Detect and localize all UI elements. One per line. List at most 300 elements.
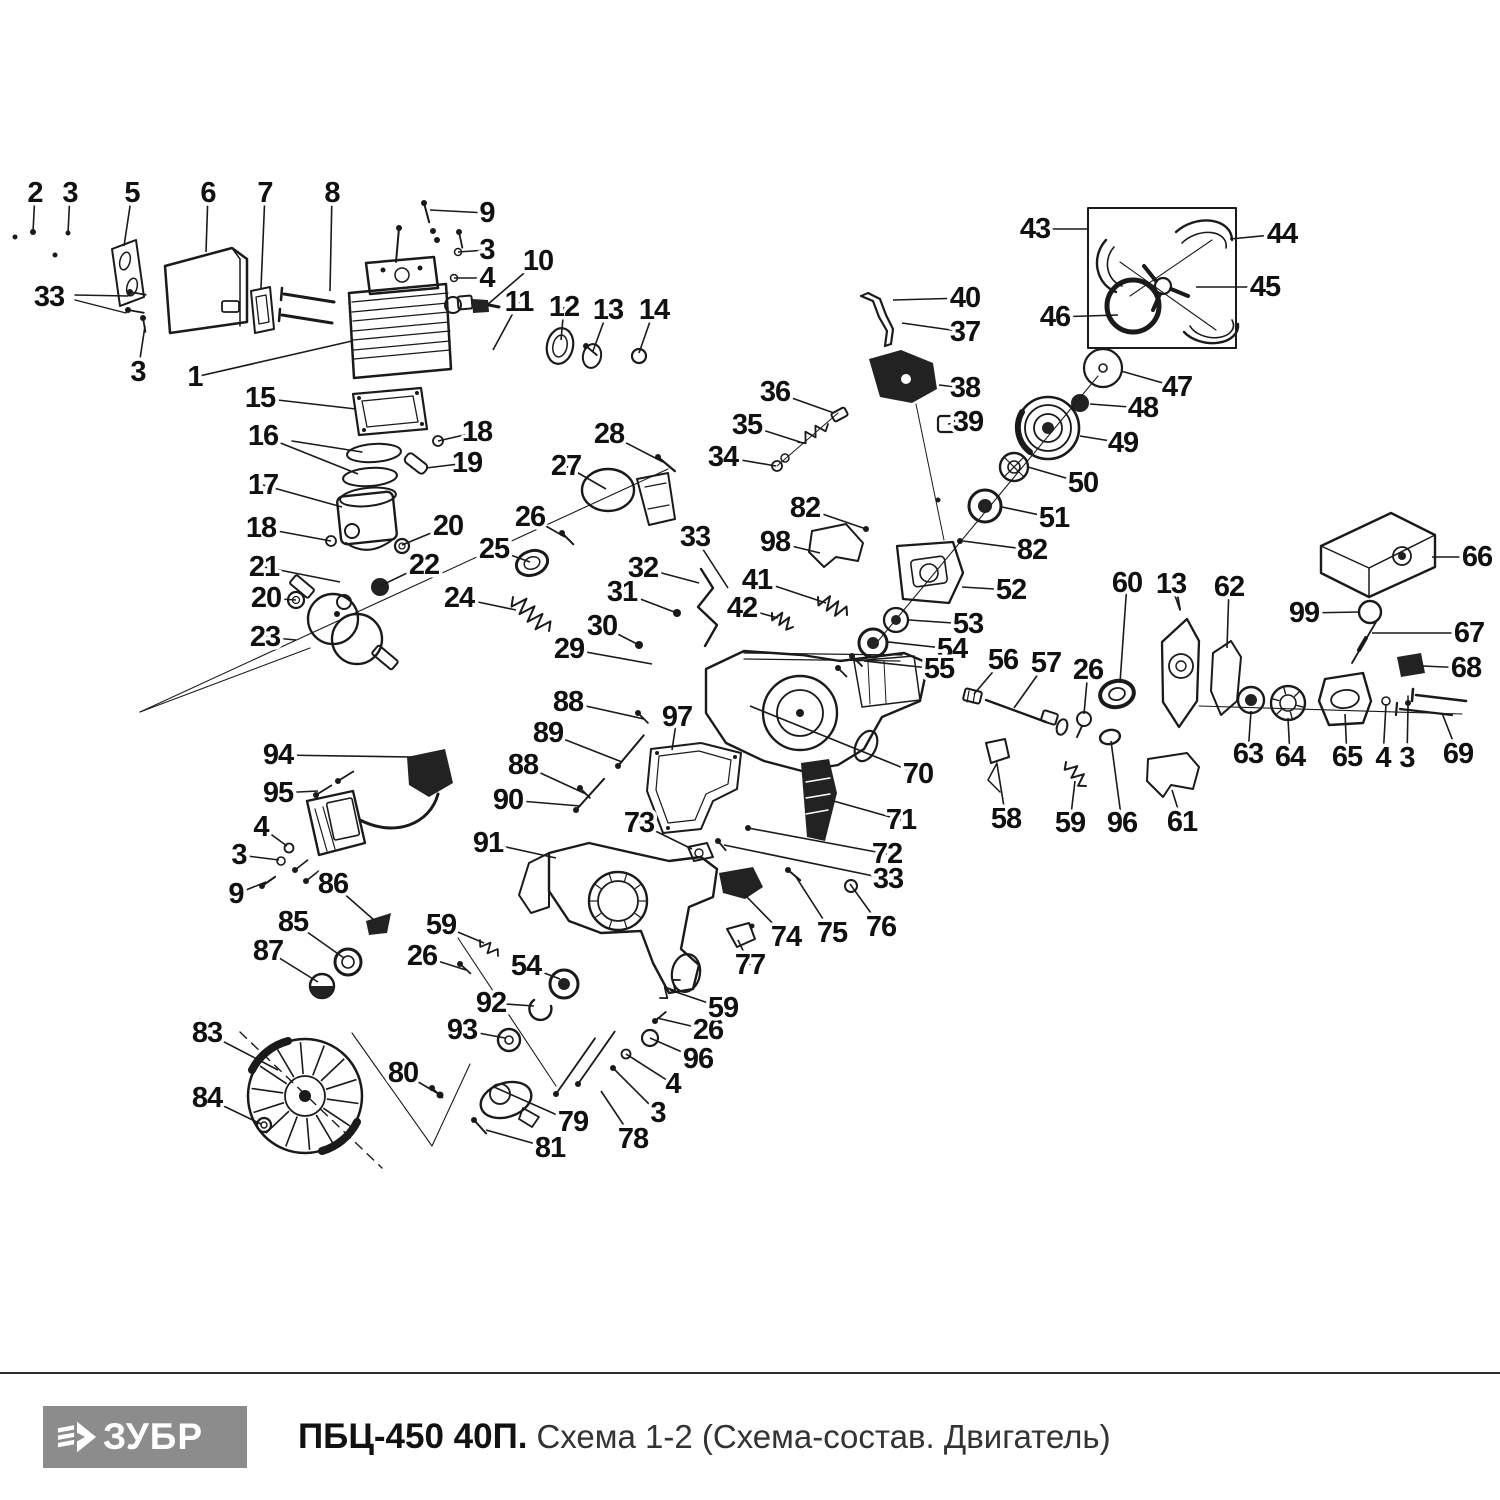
part-number-label: 56 <box>987 644 1019 676</box>
part-shape <box>352 293 448 302</box>
part-shape <box>1120 262 1216 330</box>
part-shape <box>595 913 601 917</box>
part-shape <box>1273 699 1280 701</box>
part-number-label: 2 <box>27 177 43 209</box>
part-shape <box>1099 364 1107 372</box>
part-number-label: 51 <box>1038 502 1070 534</box>
part-shape <box>553 1091 559 1097</box>
part-number-label: 4 <box>1375 742 1391 774</box>
part-shape <box>901 374 911 384</box>
part-shape <box>831 407 848 422</box>
part-number-label: 91 <box>472 827 504 859</box>
part-shape <box>310 986 334 998</box>
part-number-label: 72 <box>871 838 903 870</box>
part-shape <box>456 229 462 235</box>
part-number-label: 4 <box>253 811 269 843</box>
footer-bar <box>0 1372 1500 1500</box>
part-number-label: 17 <box>247 469 279 501</box>
part-shape <box>260 1066 287 1084</box>
part-shape <box>316 1115 332 1143</box>
part-number-label: 64 <box>1274 741 1306 773</box>
part-shape <box>335 949 361 975</box>
part-shape <box>489 305 499 307</box>
part-shape <box>781 454 789 462</box>
part-shape <box>360 794 438 828</box>
part-shape <box>1321 546 1369 568</box>
part-shape <box>75 300 126 313</box>
part-shape <box>353 312 449 321</box>
part-shape <box>278 1050 294 1078</box>
part-number-label: 63 <box>1232 738 1264 770</box>
part-shape <box>719 867 763 899</box>
part-number-label: 26 <box>1072 654 1104 686</box>
part-shape <box>575 1081 581 1087</box>
part-number-label: 59 <box>425 909 457 941</box>
part-shape <box>140 648 310 712</box>
part-number-label: 62 <box>1213 571 1245 603</box>
part-number-label: 79 <box>557 1106 589 1138</box>
part-shape <box>251 287 274 333</box>
part-shape <box>1199 706 1462 714</box>
part-number-label: 16 <box>247 420 279 452</box>
part-shape <box>1369 535 1435 568</box>
part-number-label: 3 <box>650 1097 666 1129</box>
part-number-label: 97 <box>661 701 693 733</box>
part-number-label: 33 <box>872 863 904 895</box>
part-shape <box>656 751 731 823</box>
part-shape <box>277 857 285 865</box>
part-number-label: 21 <box>248 551 280 583</box>
part-shape <box>75 295 128 296</box>
part-shape <box>1171 289 1188 296</box>
part-shape <box>1397 653 1425 677</box>
part-shape <box>256 295 269 324</box>
part-number-label: 92 <box>475 987 507 1019</box>
part-shape <box>624 921 626 928</box>
part-shape <box>1398 552 1406 560</box>
part-number-label: 25 <box>478 533 510 565</box>
part-number-label: 49 <box>1107 427 1139 459</box>
footer-divider <box>0 1372 1500 1374</box>
part-shape <box>1162 619 1199 727</box>
part-shape <box>595 885 601 889</box>
part-shape <box>1176 661 1186 671</box>
part-number-label: 76 <box>865 911 897 943</box>
part-number-label: 87 <box>252 935 284 967</box>
part-shape <box>353 331 450 340</box>
part-shape <box>1290 712 1292 719</box>
part-number-label: 18 <box>461 416 493 448</box>
part-shape <box>624 874 626 881</box>
part-shape <box>576 779 604 810</box>
part-shape <box>354 341 450 350</box>
part-shape <box>818 596 847 616</box>
part-shape <box>396 228 399 262</box>
part-shape <box>424 203 429 222</box>
part-number-label: 93 <box>446 1014 478 1046</box>
part-shape <box>326 1080 356 1090</box>
part-number-label: 34 <box>707 441 739 473</box>
part-number-label: 45 <box>1249 271 1281 303</box>
part-number-label: 77 <box>734 949 766 981</box>
part-shape <box>609 874 611 881</box>
part-number-label: 74 <box>770 921 802 953</box>
part-number-label: 58 <box>990 803 1022 835</box>
part-number-label: 52 <box>995 574 1027 606</box>
part-shape <box>645 483 666 487</box>
part-number-label: 29 <box>553 633 585 665</box>
part-shape <box>222 301 239 312</box>
part-shape <box>282 315 332 323</box>
part-shape <box>1359 638 1366 650</box>
part-shape <box>522 555 541 572</box>
part-shape <box>750 924 755 929</box>
part-number-label: 59 <box>707 992 739 1024</box>
part-shape <box>963 688 982 704</box>
part-number-label: 78 <box>617 1123 649 1155</box>
part-shape <box>635 913 641 917</box>
part-number-label: 3 <box>1399 742 1415 774</box>
part-number-label: 3 <box>130 356 146 388</box>
part-number-label: 85 <box>277 906 309 938</box>
part-shape <box>371 578 389 596</box>
part-shape <box>395 268 409 282</box>
part-number-label: 65 <box>1331 741 1363 773</box>
part-number-label: 35 <box>731 409 763 441</box>
part-shape <box>1382 697 1390 705</box>
part-shape <box>279 309 280 321</box>
part-number-label: 50 <box>1067 467 1099 499</box>
model-name: ПБЦ-450 40П. <box>298 1417 528 1456</box>
part-shape <box>798 424 828 443</box>
part-shape <box>578 1032 615 1084</box>
part-shape <box>986 700 1046 722</box>
part-shape <box>916 404 944 540</box>
part-shape <box>519 853 549 913</box>
part-number-label: 19 <box>451 447 483 479</box>
part-shape <box>809 524 863 567</box>
zubr-logo-text: ЗУБР <box>103 1416 204 1457</box>
part-shape <box>512 597 551 631</box>
part-shape <box>573 807 579 813</box>
part-shape <box>458 938 556 1086</box>
part-number-label: 30 <box>586 610 618 642</box>
part-shape <box>1107 280 1159 332</box>
part-shape <box>777 413 838 466</box>
part-number-label: 4 <box>665 1068 681 1100</box>
part-shape <box>558 978 570 990</box>
part-shape <box>1077 726 1082 737</box>
part-shape <box>252 1088 284 1092</box>
part-number-label: 27 <box>550 450 582 482</box>
part-shape <box>891 615 901 625</box>
part-shape <box>372 645 399 670</box>
part-shape <box>289 575 314 599</box>
part-number-label: 43 <box>1019 213 1051 245</box>
part-shape <box>53 253 58 258</box>
part-shape <box>261 1122 267 1128</box>
part-number-label: 32 <box>627 552 659 584</box>
part-shape <box>1211 641 1241 715</box>
part-number-label: 84 <box>191 1082 223 1114</box>
part-shape <box>457 961 463 967</box>
part-shape <box>529 1000 551 1020</box>
part-shape <box>313 1046 324 1076</box>
part-shape <box>1297 705 1304 707</box>
part-shape <box>395 539 409 553</box>
part-shape <box>655 751 659 755</box>
part-number-label: 3 <box>231 839 247 871</box>
part-number-label: 82 <box>789 492 821 524</box>
part-shape <box>381 268 386 273</box>
part-number-label: 42 <box>726 592 758 624</box>
part-number-label: 38 <box>949 372 981 404</box>
part-shape <box>346 442 401 464</box>
part-shape <box>1098 678 1137 711</box>
part-number-label: 6 <box>200 177 216 209</box>
part-shape <box>357 396 361 400</box>
diagram-title <box>298 1402 1398 1472</box>
part-shape <box>362 396 418 427</box>
part-number-label: 88 <box>552 686 584 718</box>
part-shape <box>648 505 669 509</box>
part-shape <box>1396 703 1397 715</box>
part-shape <box>140 315 146 321</box>
part-shape <box>353 322 449 331</box>
part-number-label: 26 <box>692 1014 724 1046</box>
part-number-label: 94 <box>262 739 294 771</box>
part-shape <box>658 457 675 471</box>
part-shape <box>647 743 741 833</box>
part-shape <box>1277 709 1282 714</box>
part-shape <box>303 878 309 884</box>
part-number-label: 12 <box>548 291 580 323</box>
part-number-label: 59 <box>1054 807 1086 839</box>
part-number-label: 3 <box>479 234 495 266</box>
part-shape <box>327 1099 359 1103</box>
part-number-label: 96 <box>1106 807 1138 839</box>
part-number-label: 31 <box>606 576 638 608</box>
part-number-label: 10 <box>522 245 554 277</box>
part-number-label: 54 <box>936 633 968 665</box>
part-number-label: 96 <box>682 1043 714 1075</box>
part-shape <box>505 1036 513 1044</box>
part-number-label: 66 <box>1461 541 1493 573</box>
part-shape <box>1042 422 1054 434</box>
part-number-label: 33 <box>679 521 711 553</box>
part-shape <box>1107 247 1122 286</box>
part-shape <box>284 294 334 302</box>
part-shape <box>1321 513 1435 597</box>
part-shape <box>342 466 397 488</box>
part-number-label: 26 <box>406 940 438 972</box>
leader-line <box>195 341 352 377</box>
part-number-label: 60 <box>1111 567 1143 599</box>
part-number-label: 5 <box>124 177 140 209</box>
part-shape <box>354 350 450 359</box>
part-shape <box>1144 266 1156 281</box>
part-shape <box>715 838 721 844</box>
part-number-label: 80 <box>387 1057 419 1089</box>
part-shape <box>13 235 18 240</box>
part-shape <box>1294 692 1299 697</box>
part-number-label: 22 <box>408 549 440 581</box>
part-shape <box>421 200 427 206</box>
part-shape <box>299 1090 311 1102</box>
part-shape <box>118 251 132 271</box>
part-shape <box>772 613 793 630</box>
part-shape <box>292 867 298 873</box>
part-shape <box>519 1108 539 1127</box>
part-number-label: 13 <box>1155 568 1187 600</box>
part-shape <box>936 498 941 503</box>
part-shape <box>307 1118 310 1150</box>
part-number-label: 83 <box>191 1017 223 1049</box>
part-shape <box>986 739 1009 763</box>
part-shape <box>733 755 737 759</box>
part-number-label: 81 <box>534 1132 566 1164</box>
part-shape <box>257 1118 271 1132</box>
part-number-label: 4 <box>479 262 495 294</box>
part-shape <box>796 709 804 717</box>
leader-line <box>278 755 412 757</box>
part-shape <box>615 763 621 769</box>
part-shape <box>323 1108 350 1126</box>
part-number-label: 7 <box>257 177 273 209</box>
part-shape <box>407 749 453 797</box>
part-shape <box>337 491 398 545</box>
part-number-label: 99 <box>1288 597 1320 629</box>
part-shape <box>635 885 641 889</box>
part-number-label: 55 <box>923 653 955 685</box>
part-shape <box>352 1033 470 1146</box>
part-number-label: 57 <box>1030 647 1062 679</box>
part-shape <box>430 228 436 234</box>
part-number-label: 14 <box>638 294 670 326</box>
part-shape <box>1084 349 1122 387</box>
part-number-label: 46 <box>1039 301 1071 333</box>
part-number-label: 8 <box>324 177 340 209</box>
part-shape <box>1147 753 1199 797</box>
part-shape <box>434 237 440 243</box>
schema-name: Схема 1-2 (Схема-состав. Двигатель) <box>536 1418 1111 1455</box>
part-shape <box>471 1117 477 1123</box>
part-number-label: 67 <box>1453 617 1485 649</box>
part-shape <box>345 524 359 538</box>
part-shape <box>551 334 569 358</box>
part-number-label: 86 <box>317 868 349 900</box>
part-shape <box>420 422 424 426</box>
part-shape <box>326 798 359 841</box>
part-shape <box>1359 601 1381 623</box>
part-shape <box>1099 728 1121 746</box>
part-shape <box>476 1076 536 1124</box>
part-number-label: 82 <box>1016 534 1048 566</box>
zubr-logo-icon <box>55 1417 99 1457</box>
part-shape <box>1176 220 1232 240</box>
part-shape <box>125 307 131 313</box>
part-number-label: 9 <box>479 197 495 229</box>
part-shape <box>609 921 611 928</box>
part-shape <box>352 303 448 312</box>
part-number-label: 33 <box>33 281 65 313</box>
part-number-label: 1 <box>187 361 203 393</box>
part-shape <box>652 1018 658 1024</box>
part-number-label: 44 <box>1266 218 1298 250</box>
part-number-label: 39 <box>952 406 984 438</box>
part-number-label: 75 <box>816 917 848 949</box>
part-shape <box>254 1103 284 1113</box>
part-shape <box>695 849 703 857</box>
part-shape <box>835 665 841 671</box>
part-number-label: 47 <box>1161 371 1193 403</box>
part-shape <box>335 778 341 784</box>
part-number-label: 53 <box>952 608 984 640</box>
part-shape <box>300 1042 303 1074</box>
part-shape <box>415 391 419 395</box>
part-shape <box>582 469 634 511</box>
part-number-label: 90 <box>492 784 524 816</box>
part-shape <box>127 289 133 295</box>
part-number-label: 61 <box>1166 806 1198 838</box>
part-shape <box>544 326 577 367</box>
part-number-label: 24 <box>443 582 475 614</box>
part-shape <box>1416 695 1466 701</box>
part-shape <box>1271 686 1305 720</box>
part-shape <box>334 611 340 617</box>
part-shape <box>281 288 282 300</box>
part-number-label: 20 <box>250 582 282 614</box>
part-number-label: 18 <box>245 512 277 544</box>
part-shape <box>861 296 887 346</box>
part-number-label: 89 <box>532 717 564 749</box>
part-number-label: 88 <box>507 749 539 781</box>
part-shape <box>321 1059 344 1081</box>
part-number-label: 68 <box>1450 652 1482 684</box>
part-shape <box>549 843 717 993</box>
part-shape <box>472 299 489 313</box>
part-shape <box>513 546 551 579</box>
part-number-label: 23 <box>249 621 281 653</box>
part-number-label: 70 <box>902 758 934 790</box>
part-shape <box>1190 320 1233 338</box>
part-shape <box>785 867 791 873</box>
part-number-label: 41 <box>741 564 773 596</box>
part-shape <box>1284 688 1286 695</box>
part-shape <box>490 1084 510 1104</box>
part-number-label: 48 <box>1127 392 1159 424</box>
part-shape <box>313 792 319 798</box>
part-number-label: 26 <box>514 501 546 533</box>
part-number-label: 73 <box>623 807 655 839</box>
part-shape <box>396 225 402 231</box>
part-shape <box>1077 712 1091 726</box>
part-shape <box>867 637 879 649</box>
part-shape <box>403 452 429 475</box>
part-number-label: 20 <box>432 510 464 542</box>
part-number-label: 37 <box>949 316 981 348</box>
part-shape <box>418 266 423 271</box>
part-number-label: 98 <box>759 526 791 558</box>
part-number-label: 69 <box>1442 738 1474 770</box>
part-number-label: 95 <box>262 777 294 809</box>
part-shape <box>598 881 638 921</box>
part-shape <box>498 1029 520 1051</box>
part-shape <box>868 662 870 704</box>
part-number-label: 28 <box>593 418 625 450</box>
zubr-logo <box>43 1406 247 1468</box>
part-number-label: 71 <box>885 804 917 836</box>
